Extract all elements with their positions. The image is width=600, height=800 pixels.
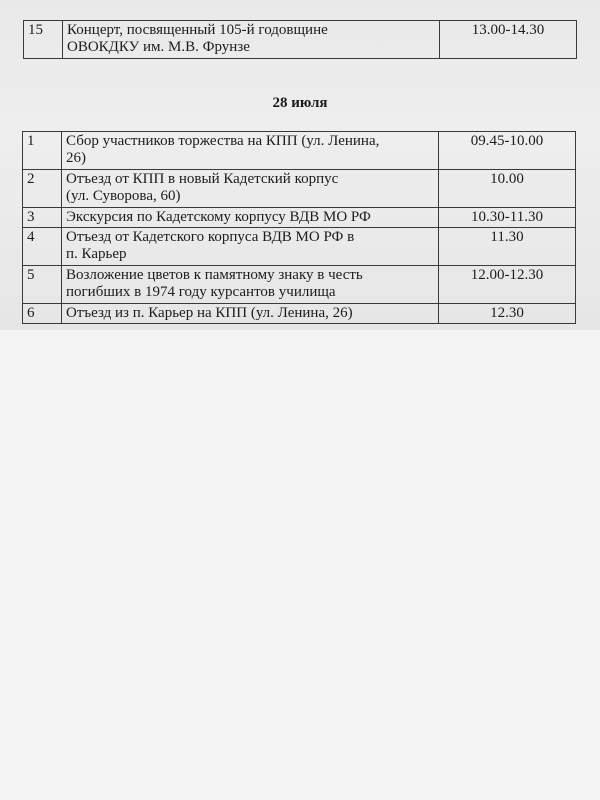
event-description-line: Возложение цветов к памятному знаку в честь [66,267,363,283]
event-description-line: (ул. Суворова, 60) [66,188,181,204]
row-number: 15 [24,21,63,59]
event-time: 09.45-10.00 [439,132,576,170]
schedule-table-28-july [22,131,576,324]
event-time: 12.30 [439,304,576,324]
table-row [23,170,576,208]
event-description [62,304,439,324]
row-number: 5 [23,266,62,304]
row-number: 6 [23,304,62,324]
event-description-line: погибших в 1974 году курсантов училища [66,284,336,300]
table-row [23,228,576,266]
blank-background [0,330,600,800]
event-time: 10.00 [439,170,576,208]
event-description [63,21,440,59]
event-description-line: Отъезд из п. Карьер на КПП (ул. Ленина, 26) [66,305,353,321]
event-description-line: 26) [66,150,86,166]
event-description-line: Концерт, посвященный 105-й годовщине [67,22,328,38]
row-number: 4 [23,228,62,266]
event-description [62,266,439,304]
table-row [23,132,576,170]
day-heading: 28 июля [272,95,328,111]
event-time: 10.30-11.30 [439,208,576,228]
event-description-line: ОВОКДКУ им. М.В. Фрунзе [67,39,250,55]
event-description-line: Экскурсия по Кадетскому корпусу ВДВ МО РФ [66,209,371,225]
row-number: 3 [23,208,62,228]
table-row [23,208,576,228]
table-row [24,21,577,59]
event-time: 12.00-12.30 [439,266,576,304]
table-row [23,304,576,324]
row-number: 2 [23,170,62,208]
table-row [23,266,576,304]
event-description-line: Отъезд от Кадетского корпуса ВДВ МО РФ в [66,229,355,245]
event-time: 13.00-14.30 [440,21,577,59]
event-description-line: Отъезд от КПП в новый Кадетский корпус [66,171,339,187]
event-description [62,228,439,266]
event-description-line: Сбор участников торжества на КПП (ул. Ленина, [66,133,380,149]
document-page [0,0,600,330]
event-description [62,208,439,228]
event-description [62,132,439,170]
event-time: 11.30 [439,228,576,266]
event-description-line: п. Карьер [66,246,127,262]
row-number: 1 [23,132,62,170]
schedule-table-previous-day [23,20,577,59]
event-description [62,170,439,208]
